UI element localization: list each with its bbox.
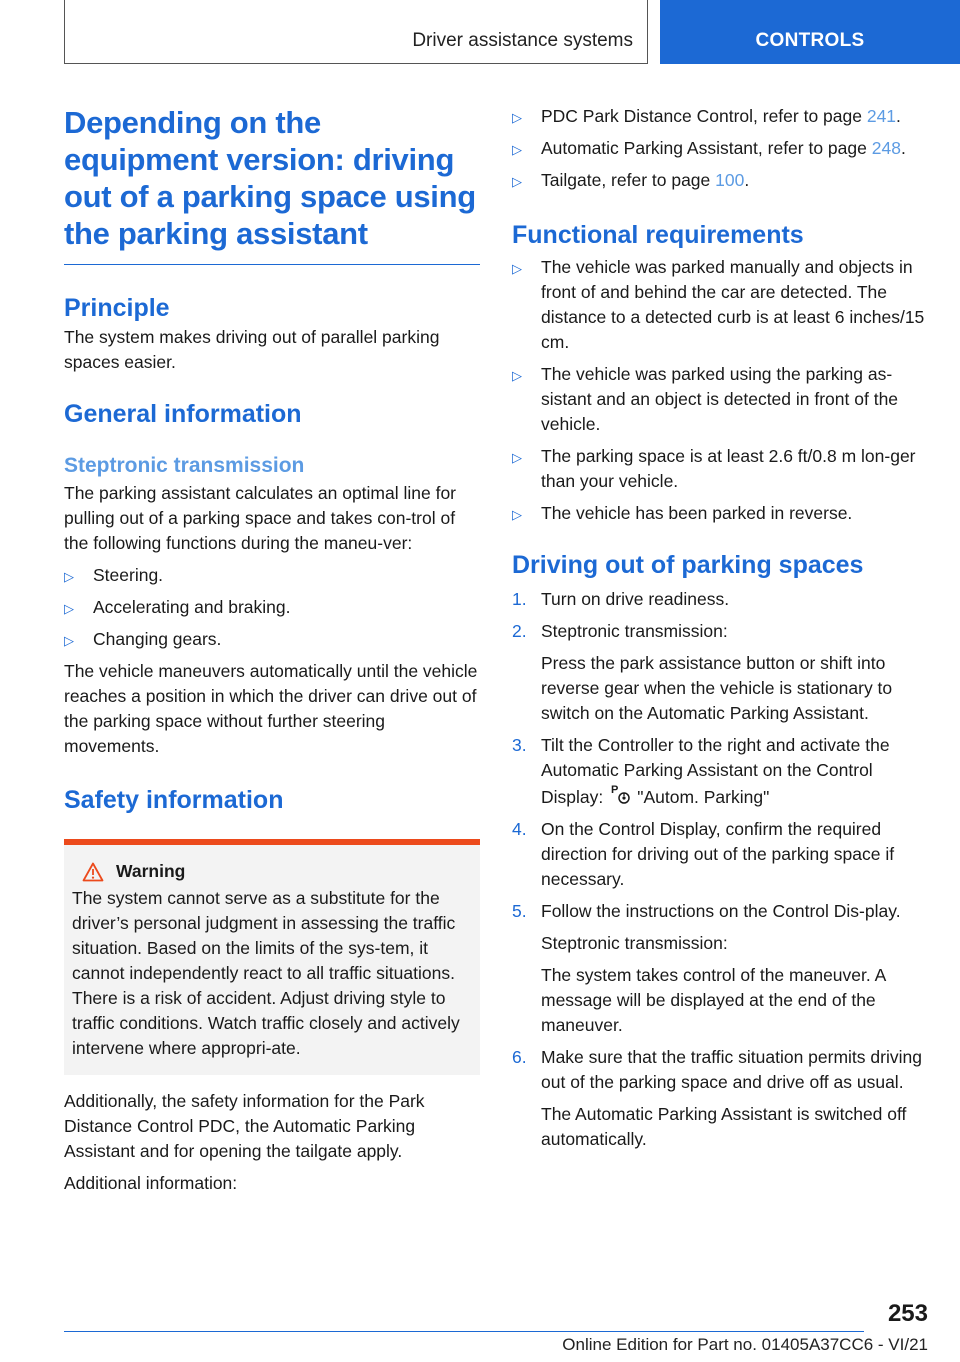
header-section-title: Driver assistance systems	[412, 30, 633, 51]
steptronic-heading: Steptronic transmission	[64, 454, 305, 477]
list-item: ▷ The parking space is at least 2.6 ft/0.8 m lon-ger than your vehicle.	[512, 446, 916, 491]
list-item: ▷ The vehicle was parked using the parking as-sistant and an object is detected in front of the vehicle.	[512, 364, 899, 434]
functional-requirements-heading: Functional requirements	[512, 221, 804, 249]
general-info-heading: General information	[64, 400, 302, 428]
list-item: 2. Steptronic transmission: Press the park assistance button or shift into reverse gear when the vehicle is stationary to switch on the Automatic Parking Assistant.	[512, 621, 893, 723]
footer-divider	[64, 1331, 864, 1332]
references-list	[512, 104, 932, 193]
list-item: 6. Make sure that the traffic situation permits driving out of the parking space and drive off as usual. The Automatic Parking Assistant is switched off automatically.	[512, 1047, 922, 1149]
page-link-100[interactable]: 100	[715, 170, 745, 190]
list-item: ▷ Changing gears.	[64, 627, 480, 652]
triangle-bullet-icon: ▷	[512, 142, 522, 157]
triangle-bullet-icon: ▷	[512, 110, 522, 125]
warning-triangle-icon	[82, 862, 104, 882]
warning-title: Warning	[116, 861, 186, 881]
page-link-241[interactable]: 241	[866, 106, 897, 126]
principle-heading: Principle	[64, 294, 170, 322]
principle-text: The system makes driving out of parallel parking spaces easier.	[64, 327, 440, 372]
parking-assistant-icon	[611, 783, 633, 805]
warning-text: The system cannot serve as a substitute for the driver’s personal judgment in assessing the traffic situation. Based on the limits of the sys-tem, it cannot independently react to all traffic situations. There is a risk of accident. Adjust driving style to traffic conditions. Watch traffic closely and actively intervene where appropri-ate.	[72, 888, 460, 1058]
list-item: ▷ Accelerating and braking.	[64, 595, 480, 620]
additional-info-label: Additional information:	[64, 1173, 238, 1193]
steps-list	[512, 587, 932, 1152]
list-item: 5. Follow the instructions on the Control Dis-play. Steptronic transmission: The system takes control of the maneuver. A message will be displayed at the end of the maneuver.	[512, 901, 901, 1035]
list-item: 4. On the Control Display, confirm the required direction for driving out of the parking space if necessary.	[512, 819, 895, 889]
triangle-bullet-icon: ▷	[512, 450, 522, 465]
triangle-bullet-icon: ▷	[64, 569, 74, 584]
header-section-box	[64, 0, 648, 64]
additionally-text: Additionally, the safety information for the Park Distance Control PDC, the Automatic Parking Assistant and for opening the tailgate apply.	[64, 1091, 425, 1161]
svg-text:P: P	[611, 784, 619, 796]
triangle-bullet-icon: ▷	[512, 174, 522, 189]
edition-text: Online Edition for Part no. 01405A37CC6 - VI/21	[562, 1335, 928, 1354]
list-item: 1. Turn on drive readiness.	[512, 589, 730, 609]
page-link-248[interactable]: 248	[871, 138, 901, 158]
warning-title-row	[82, 861, 474, 882]
triangle-bullet-icon: ▷	[64, 601, 74, 616]
page-title: Depending on the equipment version: driving out of a parking space using the parking assistant	[64, 104, 480, 265]
list-item: ▷ Automatic Parking Assistant, refer to page 248.	[512, 136, 932, 161]
list-item: ▷ Steering.	[64, 563, 480, 588]
triangle-bullet-icon: ▷	[512, 507, 522, 522]
list-item: ▷ The vehicle was parked manually and objects in front of and behind the car are detected. The distance to a detected curb is at least 6 inches/15 cm.	[512, 257, 925, 352]
right-column	[512, 104, 932, 1152]
safety-heading: Safety information	[64, 786, 284, 814]
page-number: 253	[887, 1300, 928, 1327]
driving-out-heading: Driving out of parking spaces	[512, 551, 864, 579]
list-item: ▷ Tailgate, refer to page 100.	[512, 168, 932, 193]
list-item: 3. Tilt the Controller to the right and activate the Automatic Parking Assistant on the Control Display: P "Autom. Parking"	[512, 735, 890, 807]
maneuver-text: The vehicle maneuvers automatically until the vehicle reaches a position in which the driver can drive out of the parking space without further steering movements.	[64, 661, 478, 756]
triangle-bullet-icon: ▷	[512, 368, 522, 383]
steptronic-text: The parking assistant calculates an optimal line for pulling out of a parking space and takes con-trol of the following functions during the maneu-ver:	[64, 483, 457, 553]
list-item: ▷ PDC Park Distance Control, refer to page 241.	[512, 104, 932, 129]
requirements-list	[512, 255, 932, 526]
triangle-bullet-icon: ▷	[512, 261, 522, 276]
header-tab-controls[interactable]: CONTROLS	[660, 0, 960, 64]
list-item: ▷ The vehicle has been parked in reverse.	[512, 501, 932, 526]
triangle-bullet-icon: ▷	[64, 633, 74, 648]
functions-list	[64, 563, 480, 652]
warning-box	[64, 839, 480, 1075]
left-column	[64, 104, 480, 1196]
